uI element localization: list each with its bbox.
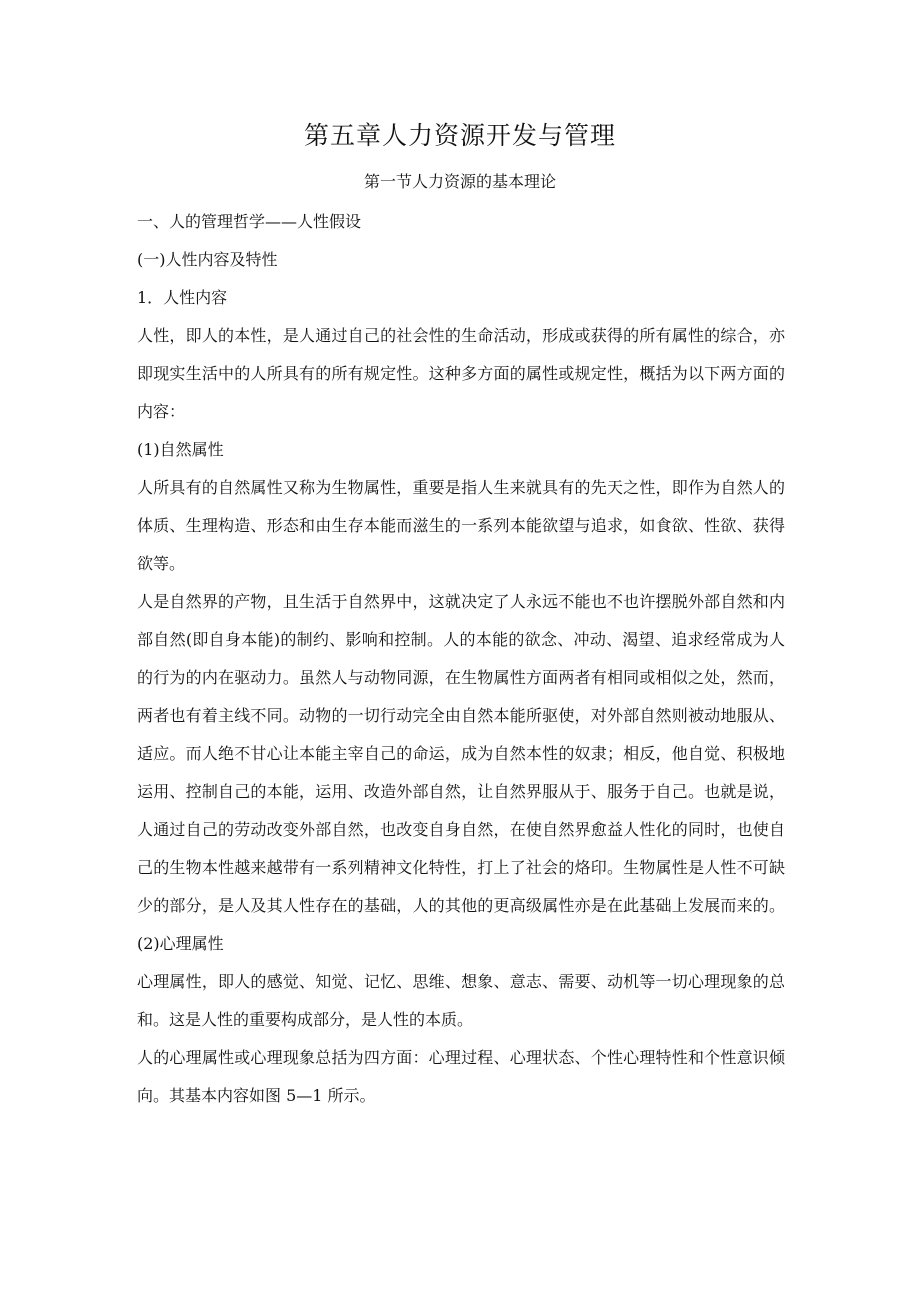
document-body	[137, 208, 785, 1120]
paragraph-line: 少的部分，是人及其人性存在的基础，人的其他的更高级属性亦是在此基础上发展而来的。	[137, 896, 785, 915]
paragraph-human-nature-definition	[137, 322, 785, 436]
paragraph-line: 内容：	[137, 402, 186, 421]
paragraph-line: 体质、生理构造、形态和由生存本能而滋生的一系列本能欲望与追求，如食欲、性欲、获得	[137, 516, 785, 535]
paragraph-line: 人通过自己的劳动改变外部自然，也改变自身自然，在使自然界愈益人性化的同时，也使自	[137, 820, 785, 839]
paragraph-line: 心理属性，即人的感觉、知觉、记忆、思维、想象、意志、需要、动机等一切心理现象的总	[137, 972, 785, 991]
paragraph-line: 适应。而人绝不甘心让本能主宰自己的命运，成为自然本性的奴隶；相反，他自觉、积极地	[137, 744, 785, 763]
paragraph-line: 欲等。	[137, 554, 186, 573]
paragraph-line: 己的生物本性越来越带有一系列精神文化特性，打上了社会的烙印。生物属性是人性不可缺	[137, 858, 785, 877]
paragraph-psychological-attributes	[137, 968, 785, 1044]
heading-human-nature-content: (一)人性内容及特性	[137, 250, 278, 269]
paragraph-natural-attributes	[137, 474, 785, 588]
paragraph-line: 和。这是人性的重要构成部分，是人性的本质。	[137, 1010, 474, 1029]
heading-human-management-philosophy: 一、人的管理哲学——人性假设	[137, 212, 362, 231]
paragraph-line: 向。其基本内容如图 5—1 所示。	[137, 1086, 376, 1105]
paragraph-line: 人所具有的自然属性又称为生物属性，重要是指人生来就具有的先天之性，即作为自然人的	[137, 478, 785, 497]
heading-1-human-nature-content: 1．人性内容	[137, 288, 228, 307]
heading-natural-attributes: (1)自然属性	[137, 440, 224, 459]
paragraph-nature-product	[137, 588, 785, 930]
paragraph-line: 人是自然界的产物，且生活于自然界中，这就决定了人永远不能也不也许摆脱外部自然和内	[137, 592, 785, 611]
paragraph-psychological-phenomena	[137, 1044, 785, 1120]
paragraph-line: 两者也有着主线不同。动物的一切行动完全由自然本能所驱使，对外部自然则被动地服从、	[137, 706, 785, 725]
paragraph-line: 部自然(即自身本能)的制约、影响和控制。人的本能的欲念、冲动、渴望、追求经常成为人	[137, 630, 785, 649]
paragraph-line: 的行为的内在驱动力。虽然人与动物同源，在生物属性方面两者有相同或相似之处，然而，	[137, 668, 785, 687]
paragraph-line: 人性，即人的本性，是人通过自己的社会性的生命活动，形成或获得的所有属性的综合，亦	[137, 326, 785, 345]
heading-psychological-attributes: (2)心理属性	[137, 934, 224, 953]
paragraph-line: 即现实生活中的人所具有的所有规定性。这种多方面的属性或规定性，概括为以下两方面的	[137, 364, 785, 383]
paragraph-line: 人的心理属性或心理现象总括为四方面：心理过程、心理状态、个性心理特性和个性意识倾	[137, 1048, 785, 1067]
chapter-title: 第五章人力资源开发与管理	[303, 121, 616, 150]
paragraph-line: 运用、控制自己的本能，运用、改造外部自然，让自然界服从于、服务于自己。也就是说，	[137, 782, 785, 801]
section-title: 第一节人力资源的基本理论	[363, 172, 556, 191]
